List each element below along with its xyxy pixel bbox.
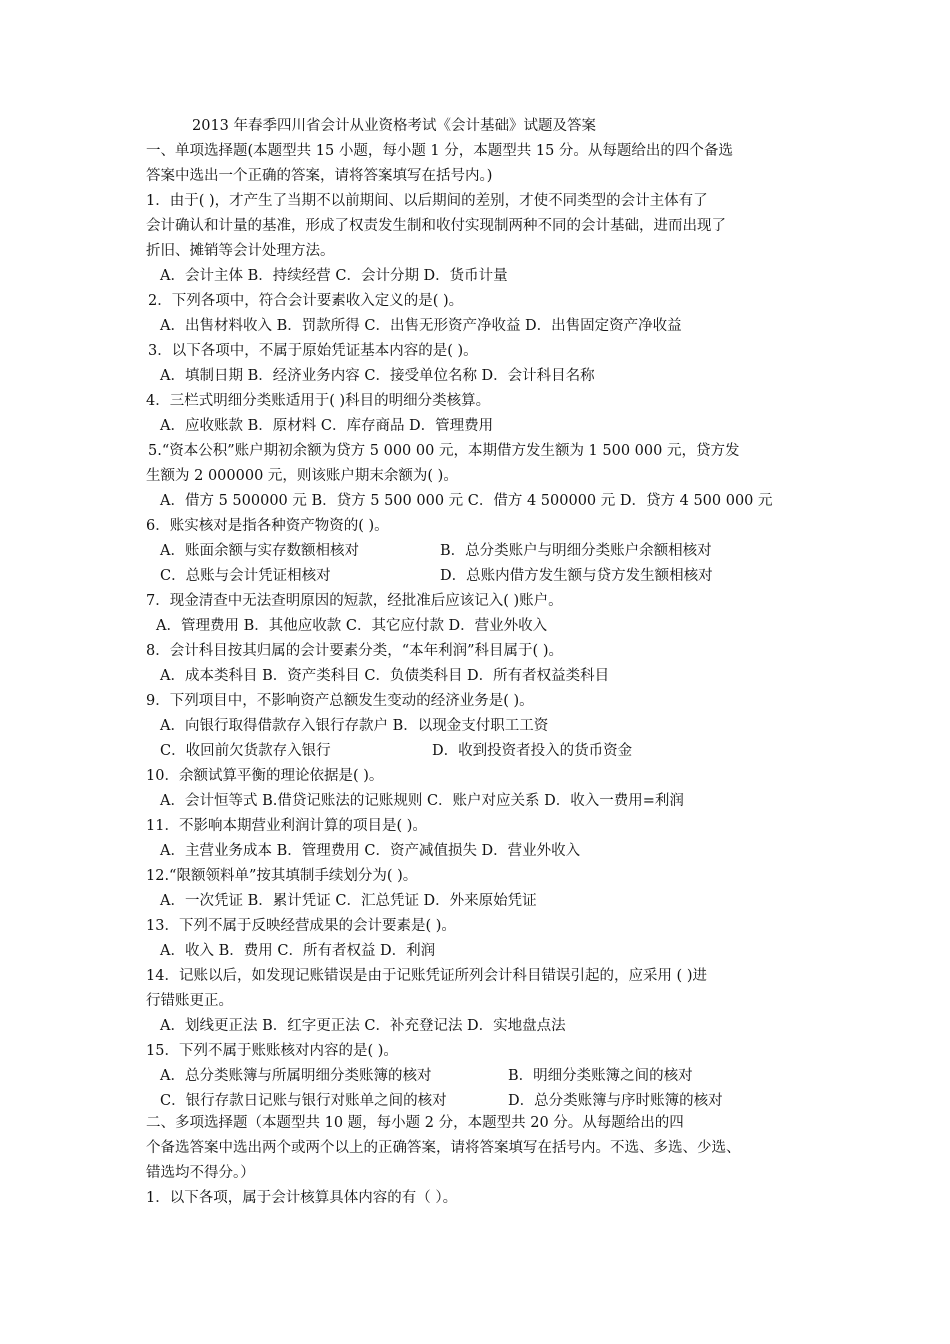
question-10: 10．余额试算平衡的理论依据是( )。 (146, 768, 384, 784)
question-14: 14．记账以后，如发现记账错误是由于记账凭证所列会计科目错误引起的，应采用 ( )进 (146, 968, 707, 984)
option-c: C．银行存款日记账与银行对账单之间的核对 (160, 1093, 447, 1109)
question-11: 11．不影响本期营业利润计算的项目是( )。 (146, 818, 427, 834)
question-mc-1: 1．以下各项，属于会计核算具体内容的有（ ）。 (146, 1190, 458, 1206)
text-line: 折旧、摊销等会计处理方法。 (146, 243, 335, 259)
text-line: 个备选答案中选出两个或两个以上的正确答案，请将答案填写在括号内。不选、多选、少选、 (146, 1140, 741, 1156)
options-q14: A．划线更正法 B．红字更正法 C．补充登记法 D．实地盘点法 (160, 1018, 566, 1034)
option-b: B．明细分类账簿之间的核对 (508, 1068, 693, 1084)
options-q6-cd (160, 564, 713, 589)
options-q5: A．借方 5 500000 元 B．贷方 5 500 000 元 C．借方 4 500000 元 D．贷方 4 500 000 元 (160, 493, 773, 509)
options-q13: A．收入 B．费用 C．所有者权益 D．利润 (160, 943, 436, 959)
option-c: C．收回前欠货款存入银行 (160, 743, 331, 759)
options-q10: A．会计恒等式 B.借贷记账法的记账规则 C．账户对应关系 D．收入一费用=利润 (160, 793, 684, 809)
options-q9-cd (160, 739, 632, 764)
option-a: A．账面余额与实存数额相核对 (160, 543, 359, 559)
question-3: 3．以下各项中，不属于原始凭证基本内容的是( )。 (148, 343, 478, 359)
option-d: D．总分类账簿与序时账簿的核对 (508, 1093, 723, 1109)
options-q4: A．应收账款 B．原材料 C．库存商品 D．管理费用 (160, 418, 494, 434)
question-9: 9．下列项目中，不影响资产总额发生变动的经济业务是( )。 (146, 693, 534, 709)
option-b: B．总分类账户与明细分类账户余额相核对 (440, 543, 712, 559)
question-12: 12.“限额领料单”按其填制手续划分为( )。 (146, 868, 418, 884)
question-8: 8．会计科目按其归属的会计要素分类，“本年利润”科目属于( )。 (146, 643, 563, 659)
options-q9-ab (160, 714, 548, 739)
question-5: 5.“资本公积”账户期初余额为贷方 5 000 00 元，本期借方发生额为 1 500 000 元，贷方发 (148, 443, 740, 459)
option-c: C．总账与会计凭证相核对 (160, 568, 331, 584)
text-line: 生额为 2 000000 元，则该账户期末余额为( )。 (146, 468, 458, 484)
option-d: D．收到投资者投入的货币资金 (432, 743, 633, 759)
options-q6-ab (160, 539, 712, 564)
option-d: D．总账内借方发生额与贷方发生额相核对 (440, 568, 713, 584)
option-ab: A．向银行取得借款存入银行存款户 B．以现金支付职工工资 (160, 718, 549, 734)
options-q3: A．填制日期 B．经济业务内容 C．接受单位名称 D．会计科目名称 (160, 368, 595, 384)
text-line: 行错账更正。 (146, 993, 233, 1009)
options-q12: A．一次凭证 B．累计凭证 C．汇总凭证 D．外来原始凭证 (160, 893, 537, 909)
question-1: 1．由于( )，才产生了当期不以前期间、以后期间的差别，才使不同类型的会计主体有了 (146, 193, 708, 209)
options-q11: A．主营业务成本 B．管理费用 C．资产减值损失 D．营业外收入 (160, 843, 581, 859)
question-15: 15．下列不属于账账核对内容的是( )。 (146, 1043, 398, 1059)
text-line: 错选均不得分。） (146, 1165, 255, 1181)
options-q2: A．出售材料收入 B．罚款所得 C．出售无形资产净收益 D．出售固定资产净收益 (160, 318, 682, 334)
section-heading-single-choice: 一、单项选择题(本题型共 15 小题，每小题 1 分，本题型共 15 分。从每题给出的四个备选 (146, 143, 733, 159)
options-q8: A．成本类科目 B．资产类科目 C．负债类科目 D．所有者权益类科目 (160, 668, 610, 684)
section-heading-multiple-choice: 二、多项选择题（本题型共 10 题，每小题 2 分，本题型共 20 分。从每题给出的四 (146, 1115, 684, 1131)
question-4: 4．三栏式明细分类账适用于( )科目的明细分类核算。 (146, 393, 491, 409)
question-2: 2．下列各项中，符合会计要素收入定义的是( )。 (148, 293, 464, 309)
question-6: 6．账实核对是指各种资产物资的( )。 (146, 518, 389, 534)
question-7: 7．现金清查中无法查明原因的短款，经批准后应该记入( )账户。 (146, 593, 563, 609)
options-q1: A．会计主体 B．持续经营 C．会计分期 D．货币计量 (160, 268, 508, 284)
option-a: A．总分类账簿与所属明细分类账簿的核对 (160, 1068, 432, 1084)
options-q15-ab (160, 1064, 693, 1089)
question-13: 13．下列不属于反映经营成果的会计要素是( )。 (146, 918, 456, 934)
text-line: 会计确认和计量的基准，形成了权责发生制和收付实现制两种不同的会计基础，进而出现了 (146, 218, 726, 234)
options-q7: A．管理费用 B．其他应收款 C．其它应付款 D．营业外收入 (156, 618, 548, 634)
document-title: 2013 年春季四川省会计从业资格考试《会计基础》试题及答案 (192, 118, 597, 134)
text-line: 答案中选出一个正确的答案，请将答案填写在括号内。) (146, 168, 493, 184)
